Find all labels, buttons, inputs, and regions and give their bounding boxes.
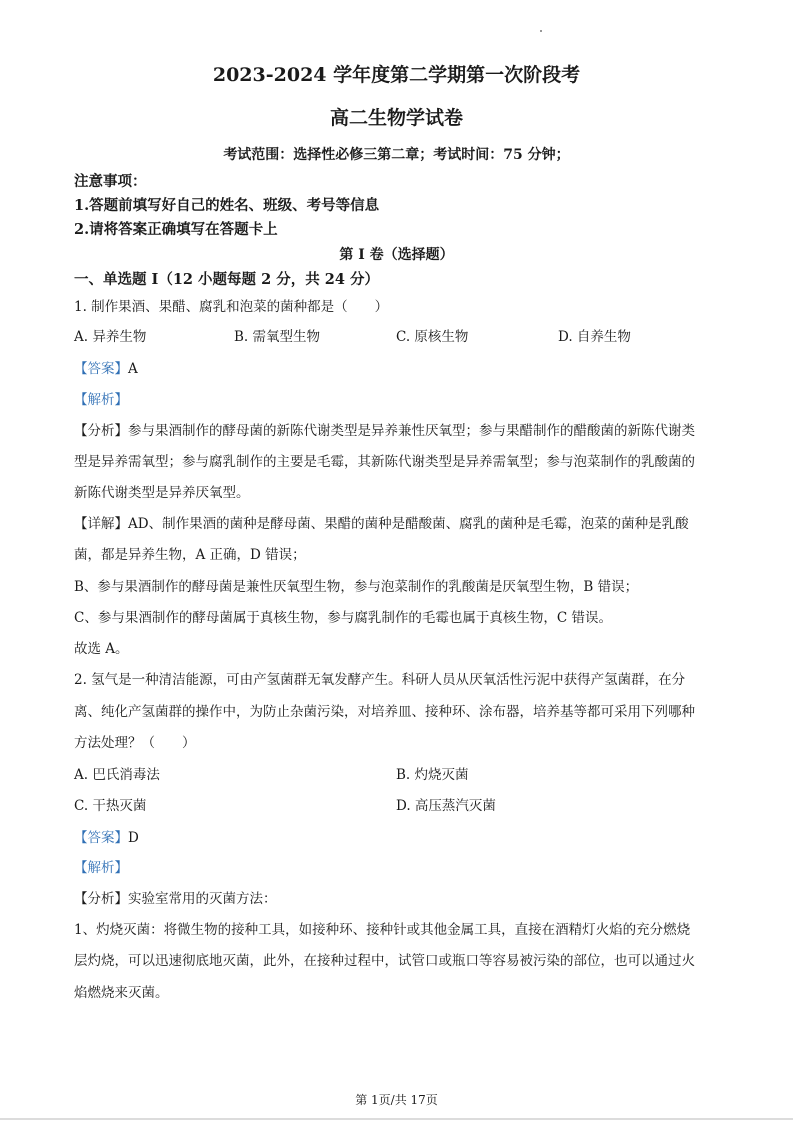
question-1-xiangjie-line: 菌，都是异养生物，A 正确，D 错误； [74, 547, 306, 563]
question-1-option-c: C. 原核生物 [396, 329, 469, 345]
question-2-option-b: B. 灼烧灭菌 [396, 767, 469, 783]
answer-value: D [128, 830, 139, 846]
part-title: 第 I 卷（选择题） [339, 247, 454, 263]
xiangjie-tag: 【详解】 [74, 516, 128, 532]
notice-heading: 注意事项： [74, 173, 147, 190]
question-2-stem-line: 离、纯化产氢菌群的操作中，为防止杂菌污染，对培养皿、接种环、涂布器，培养基等都可采用下列哪种 [74, 704, 695, 720]
question-2-option-d: D. 高压蒸汽灭菌 [396, 798, 496, 814]
fenxi-tag: 【分析】 [74, 423, 128, 439]
question-1-xiangjie [74, 514, 689, 534]
answer-tag: 【答案】 [74, 830, 128, 846]
bottom-rule [0, 1118, 793, 1120]
answer-value: A [128, 361, 138, 377]
question-1-analysis-tag: 【解析】 [74, 392, 128, 408]
question-1-stem: 1. 制作果酒、果醋、腐乳和泡菜的菌种都是（ ） [74, 299, 389, 315]
question-2-answer [74, 828, 139, 848]
question-1-xiangjie-line: C、参与果酒制作的酵母菌属于真核生物，参与腐乳制作的毛霉也属于真核生物，C 错误。 [74, 610, 612, 626]
question-2-fenxi-line: 1、灼烧灭菌：将微生物的接种工具，如接种环、接种针或其他金属工具，直接在酒精灯火焰的充分燃烧 [74, 922, 691, 938]
question-1-option-a: A. 异养生物 [74, 329, 147, 345]
question-1-conclusion: 故选 A。 [74, 641, 129, 657]
notice-item: 1.答题前填写好自己的姓名、班级、考号等信息 [74, 197, 380, 214]
section-title: 一、单选题 I（12 小题每题 2 分，共 24 分） [74, 271, 380, 288]
question-2-fenxi-line: 层灼烧，可以迅速彻底地灭菌，此外，在接种过程中，试管口或瓶口等容易被污染的部位，也可以通过火 [74, 953, 695, 969]
xiangjie-text: AD、制作果酒的菌种是酵母菌、果醋的菌种是醋酸菌、腐乳的菌种是毛霉，泡菜的菌种是乳酸 [128, 516, 689, 532]
question-2-fenxi-line: 焰燃烧来灭菌。 [74, 985, 169, 1001]
question-1-option-b: B. 需氧型生物 [234, 329, 321, 345]
question-2-option-c: C. 干热灭菌 [74, 798, 147, 814]
question-2-analysis-tag: 【解析】 [74, 860, 128, 876]
question-1-fenxi-line: 新陈代谢类型是异养厌氧型。 [74, 485, 250, 501]
fenxi-text: 实验室常用的灭菌方法： [128, 891, 277, 907]
fenxi-text: 参与果酒制作的酵母菌的新陈代谢类型是异养兼性厌氧型；参与果醋制作的醋酸菌的新陈代谢类 [128, 423, 695, 439]
exam-scope: 考试范围：选择性必修三第二章；考试时间：75 分钟； [223, 147, 570, 163]
question-1-fenxi [74, 421, 695, 441]
answer-tag: 【答案】 [74, 361, 128, 377]
question-2-stem-line: 方法处理？（ ） [74, 735, 196, 751]
question-1-option-d: D. 自养生物 [558, 329, 631, 345]
exam-subtitle: 高二生物学试卷 [329, 107, 463, 129]
question-2-stem-line: 2. 氢气是一种清洁能源，可由产氢菌群无氧发酵产生。科研人员从厌氧活性污泥中获得产氢菌群，在分 [74, 672, 686, 688]
question-2-fenxi [74, 889, 277, 909]
question-1-answer [74, 359, 138, 379]
fenxi-tag: 【分析】 [74, 891, 128, 907]
notice-item: 2.请将答案正确填写在答题卡上 [74, 221, 278, 238]
question-1-fenxi-line: 型是异养需氧型；参与腐乳制作的主要是毛霉，其新陈代谢类型是异养需氧型；参与泡菜制作的乳酸菌的 [74, 454, 695, 470]
scan-dot [540, 30, 542, 32]
question-2-option-a: A. 巴氏消毒法 [74, 767, 160, 783]
question-1-xiangjie-line: B、参与果酒制作的酵母菌是兼性厌氧型生物，参与泡菜制作的乳酸菌是厌氧型生物，B 错误； [74, 579, 639, 595]
exam-title: 2023-2024 学年度第二学期第一次阶段考 [212, 64, 581, 86]
page-number: 第 1页/共 17页 [355, 1093, 438, 1107]
